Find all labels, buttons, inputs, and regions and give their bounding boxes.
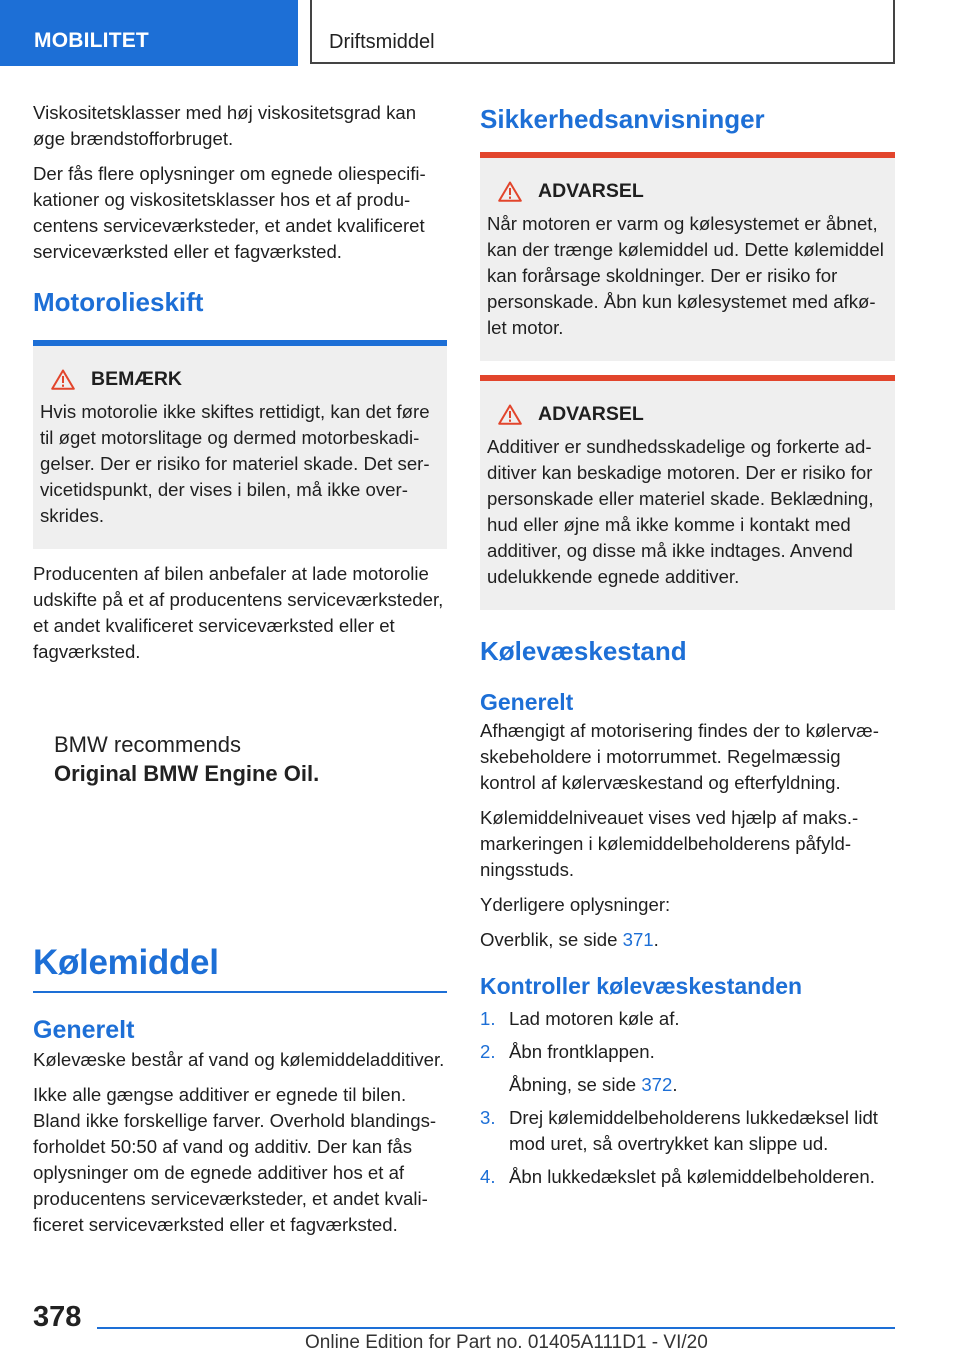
step-text: Lad motoren køle af. <box>509 1008 680 1029</box>
warning-header <box>487 381 887 427</box>
paragraph: Yderligere oplysninger: <box>480 894 671 915</box>
paragraph: Producenten af bilen anbefaler at lade motorolie udskifte på et af producentens serviceværksteder, et andet kvalificeret serviceværksted eller et fagværksted. <box>33 563 444 662</box>
step-subtext <box>509 1072 678 1098</box>
edition-text: Online Edition for Part no. 01405A111D1 - VI/20 <box>305 1332 708 1353</box>
warning-text: Additiver er sundhedsskadelige og forkerte additiver kan beskadige motoren. Der er risiko for personskade eller materiel skade. Beklædning, hud eller øjne må ikke komme i kontakt med additiver, og disse må ikke indtages. Anvend udelukkende egnede additiver. <box>487 436 874 587</box>
note-label: BEMÆRK <box>91 367 182 390</box>
list-item <box>480 1164 895 1190</box>
heading-divider <box>33 991 447 993</box>
section-heading-coolant-level: Kølevæskestand <box>480 636 687 666</box>
step-text: Drej kølemiddelbeholderens lukkedæksel lidt mod uret, så overtrykket kan slippe ud. <box>509 1107 878 1154</box>
page-link-372[interactable]: 372 <box>641 1074 673 1095</box>
paragraph: Viskositetsklasser med høj viskositetsgrad kan øge brændstofforbruget. <box>33 102 417 149</box>
chapter-tab[interactable]: Driftsmiddel <box>310 0 895 64</box>
warning-label: ADVARSEL <box>538 402 644 425</box>
warning-box-2 <box>480 375 895 610</box>
note-box <box>33 340 447 549</box>
paragraph: Der fås flere oplysninger om egnede oliespecifikationer og viskositetsklasser hos et af producentens serviceværksteder, et andet kvalificeret serviceværksted eller et fagværksted. <box>33 163 426 262</box>
note-header <box>40 346 439 392</box>
page-number: 378 <box>33 1301 82 1333</box>
paragraph: Kølemiddelniveauet vises ved hjælp af maks.-markeringen i kølemiddelbeholderens påfyldningsstuds. <box>480 807 859 880</box>
steps-list <box>480 1006 895 1190</box>
page-header <box>0 0 960 66</box>
overview-reference <box>480 927 895 953</box>
subheading-general: Generelt <box>33 1016 135 1044</box>
warning-triangle-icon <box>51 369 75 390</box>
warning-triangle-icon <box>498 404 522 425</box>
left-column <box>33 100 447 1247</box>
warning-text: Når motoren er varm og kølesystemet er åbnet, kan der trænge kølemiddel ud. Dette kølemiddel kan forårsage skoldninger. Der er risiko for personskade. Åbn kun kølesystemet med afkølet motor. <box>487 213 884 338</box>
ad-line-1: BMW recommends <box>54 732 242 757</box>
step-number: 2. <box>480 1041 496 1062</box>
warning-label: ADVARSEL <box>538 179 644 202</box>
subheading-general: Generelt <box>480 689 574 715</box>
section-heading-safety: Sikkerhedsanvisninger <box>480 104 765 134</box>
section-heading-oil-change: Motorolieskift <box>33 287 204 317</box>
list-item <box>480 1006 895 1032</box>
page-link-371[interactable]: 371 <box>622 929 654 950</box>
footer-divider <box>97 1327 895 1329</box>
reference-text: Åbning, se side <box>509 1074 642 1095</box>
step-body <box>509 1039 678 1098</box>
reference-suffix: . <box>672 1074 678 1095</box>
list-item <box>480 1105 895 1157</box>
step-text: Åbn lukkedækslet på kølemiddelbeholderen. <box>509 1166 875 1187</box>
ad-line-2: Original BMW Engine Oil. <box>54 761 320 786</box>
page-footer <box>0 1295 960 1362</box>
note-text: Hvis motorolie ikke skiftes rettidigt, kan det føre til øget motorslitage og dermed motorbeskadigelser. Der er risiko for materiel skade. Det servicetidspunkt, der vises i bilen, må ikke overskrides. <box>40 401 430 526</box>
step-number: 1. <box>480 1008 496 1029</box>
warning-header <box>487 158 887 204</box>
section-tab[interactable]: MOBILITET <box>0 0 298 66</box>
bmw-oil-ad <box>33 674 447 910</box>
warning-triangle-icon <box>498 181 522 202</box>
reference-suffix: . <box>653 929 659 950</box>
list-item <box>480 1039 895 1098</box>
step-text: Åbn frontklappen. <box>509 1041 655 1062</box>
paragraph: Kølevæske består af vand og kølemiddeladditiver. <box>33 1049 445 1070</box>
warning-box-1 <box>480 152 895 361</box>
paragraph: Afhængigt af motorisering findes der to kølervæskebeholdere i motorrummet. Regelmæssig kontrol af kølervæskestand og efterfyldning. <box>480 720 879 793</box>
right-column <box>480 100 895 1197</box>
paragraph: Ikke alle gængse additiver er egnede til bilen. Bland ikke forskellige farver. Overhold blandingsforholdet 50:50 af vand og additiv. Der kan fås oplysninger om de egnede additiver hos et af producentens serviceværksteder, et andet kvalificeret serviceværksted eller et fagværksted. <box>33 1084 437 1235</box>
reference-text: Overblik, se side <box>480 929 623 950</box>
chapter-heading-coolant: Kølemiddel <box>33 943 219 982</box>
subheading-check-level: Kontroller kølevæskestanden <box>480 973 803 999</box>
step-number: 3. <box>480 1107 496 1128</box>
step-number: 4. <box>480 1166 496 1187</box>
